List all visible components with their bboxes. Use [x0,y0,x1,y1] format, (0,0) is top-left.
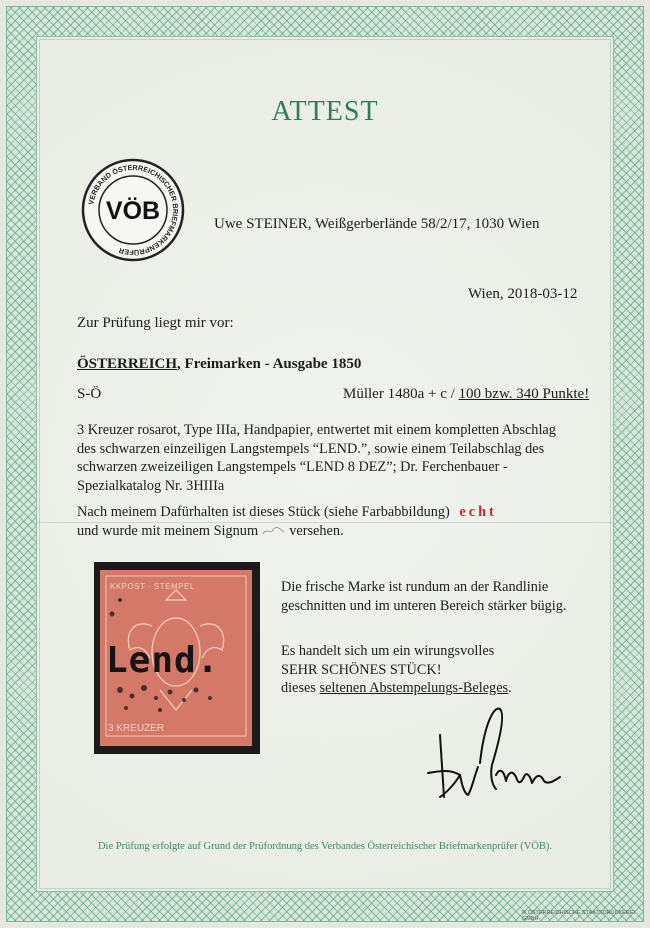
issue-name: , Freimarken - Ausgabe 1850 [177,356,362,372]
opinion-line-1: Nach meinem Dafürhalten ist dieses Stück (siehe Farbabbildung) [77,504,450,520]
quality-line-3c: . [508,680,512,696]
quality-line-3b: seltenen Abstempelungs-Beleges [319,680,509,696]
examiner-signature-icon [420,705,570,805]
seal-ring-text: VERBAND ÖSTERREICHISCHER BRIEFMARKENPRÜFER [86,162,181,258]
grade-label: S-Ö [77,386,102,402]
signum-initials-icon [262,526,286,536]
examiner-address: Uwe STEINER, Weißgerberlände 58/2/17, 1030 Wien [214,216,540,232]
stamp-cancellation: Lend. [106,640,220,681]
stamp-description: 3 Kreuzer rosarot, Type IIIa, Handpapier, entwertet mit einem kompletten Abschlag des schwarzen einzeiligen Langstempels “LEND.”, sowie einem Teilabschlag des schwarzen zweizeiligen Langstempels “LEND 8 DEZ”; Dr. Ferchenbauer - Spezialkatalog Nr. 3HIIIa [77,422,556,494]
printer-imprint: © ÖSTERREICHISCHE STAATSDRUCKEREI GMBH [522,910,635,922]
voeb-seal-logo [81,158,185,262]
catalog-reference [343,386,589,403]
country-name: ÖSTERREICH [77,356,178,372]
stamp-color-image [94,562,260,754]
lead-in-text: Zur Prüfung liegt mir vor: [77,315,234,331]
condition-note: Die frische Marke ist rundum an der Randlinie geschnitten und im unteren Bereich stärker bügig. [281,579,567,614]
quality-note [281,642,601,698]
catalog-prefix: Müller 1480a + c / [343,386,459,402]
place-date: Wien, 2018-03-12 [468,286,578,302]
opinion-line-2a: und wurde mit meinem Signum [77,522,259,539]
quality-line-3a: dieses [281,680,320,696]
catalog-points: 100 bzw. 340 Punkte! [458,386,590,402]
verdict-echt: echt [459,504,497,520]
certificate-title: ATTEST [271,96,379,127]
quality-line-1: Es handelt sich um ein wirungsvolles [281,643,495,659]
stamp-top-inscription: KKPOST · STEMPEL [110,582,195,591]
stamp-bottom-inscription: 3 KREUZER [108,723,165,734]
footer-note: Die Prüfung erfolgte auf Grund der Prüfordnung des Verbandes Österreichischer Briefmarkenprüfer (VÖB). [97,841,553,852]
country-issue-heading [77,356,361,373]
opinion-paragraph [77,503,597,540]
stamp-image [100,570,252,746]
seal-center-text: VÖB [105,197,161,225]
quality-line-2: SEHR SCHÖNES STÜCK! [281,661,442,678]
opinion-line-2b: versehen. [289,522,344,539]
